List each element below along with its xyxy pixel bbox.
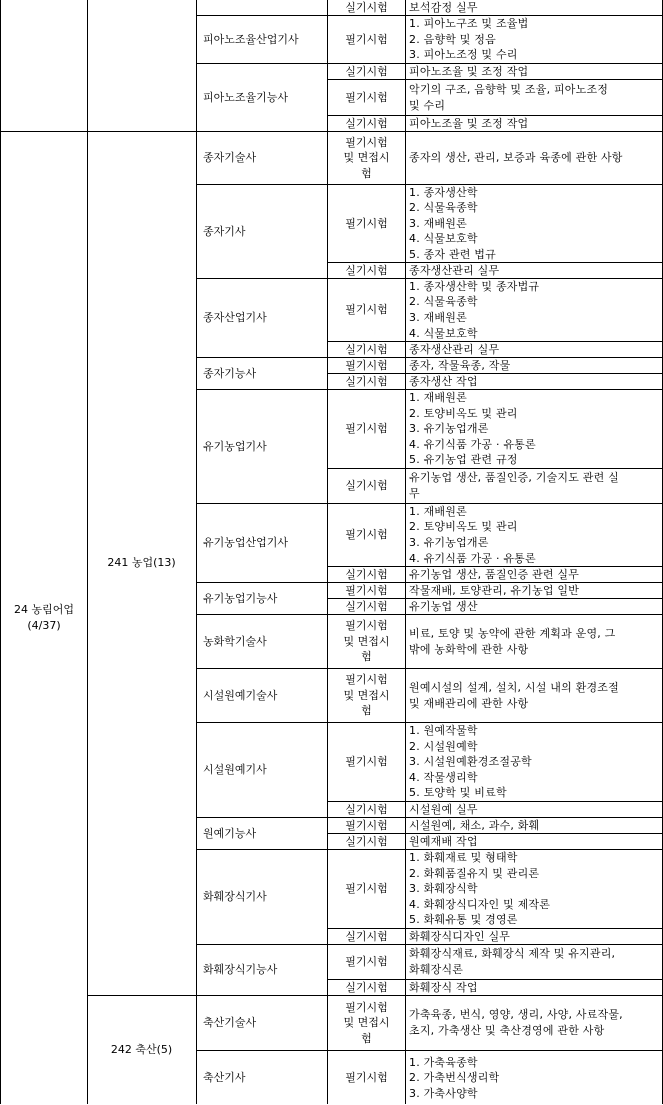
exam-type-label: 필기시험 — [345, 90, 388, 104]
exam-type-label: 실기시험 — [345, 834, 388, 848]
exam-type — [328, 980, 405, 995]
subject-line: 악기의 구조, 음향학 및 조율, 피아노조정 — [409, 82, 609, 96]
exam-subjects — [406, 279, 662, 341]
exam-subjects — [406, 723, 662, 801]
middle-group-name: 242 축산(5) — [110, 1043, 173, 1057]
exam-subjects — [406, 0, 662, 15]
subject-line: 초지, 가축생산 및 축산경영에 관한 사항 — [409, 1024, 605, 1037]
qualification-name: 종자기술사 — [203, 151, 257, 165]
exam-type — [328, 669, 405, 722]
subject-line: 4. 작물생리학 — [409, 770, 478, 784]
exam-type-line: 험 — [361, 704, 372, 718]
exam-type-line: 필기시험 — [345, 619, 388, 633]
subject-line: 1. 종자생산학 및 종자법규 — [409, 279, 540, 293]
exam-type — [328, 358, 405, 373]
subject-line: 1. 가축육종학 — [409, 1055, 478, 1069]
subject-line: 2. 화훼품질유지 및 관리론 — [409, 866, 540, 880]
exam-type-line: 필기시험 — [345, 1000, 388, 1014]
exam-type-line: 험 — [361, 650, 372, 664]
qualification-name: 종자기능사 — [203, 366, 257, 380]
exam-subjects — [406, 64, 662, 79]
major-group-count: (4/37) — [27, 619, 61, 632]
subject-line: 3. 재배원론 — [409, 311, 467, 324]
subject-line: 5. 화훼유통 및 경영론 — [409, 913, 518, 927]
subject-line: 2. 토양비옥도 및 관리 — [409, 520, 518, 534]
subject-line: 5. 종자 관련 법규 — [409, 247, 496, 261]
exam-type-label: 필기시험 — [345, 1071, 388, 1085]
qualification-name: 피아노조율기능사 — [203, 90, 289, 104]
exam-type — [328, 504, 405, 566]
subject-line: 보석감정 실무 — [409, 0, 478, 14]
subject-line: 3. 가축사양학 — [409, 1086, 478, 1100]
qualification-name: 시설원예기사 — [203, 763, 267, 777]
middle-group-cell — [87, 131, 196, 995]
exam-type-label: 필기시험 — [345, 422, 388, 436]
exam-subjects — [406, 1051, 662, 1105]
exam-type — [328, 263, 405, 278]
exam-type-label: 필기시험 — [345, 216, 388, 230]
exam-subjects — [406, 374, 662, 389]
qualification-name: 유기농업기능사 — [203, 591, 278, 605]
exam-subjects — [406, 342, 662, 357]
exam-type — [328, 996, 405, 1050]
subject-line: 3. 유기농업개론 — [409, 536, 489, 549]
subject-line: 원예재배 작업 — [409, 834, 478, 848]
exam-type-label: 실기시험 — [345, 0, 388, 14]
qualification-name: 유기농업산업기사 — [203, 536, 289, 550]
subject-line: 화훼장식디자인 실무 — [409, 929, 511, 943]
qualification-name: 축산기사 — [203, 1071, 246, 1085]
subject-line: 1. 피아노구조 및 조율법 — [409, 17, 529, 31]
subject-line: 유기농업 생산, 품질인증, 기술지도 관련 실 — [409, 471, 619, 485]
qualification-name: 화훼장식기능사 — [203, 963, 278, 977]
exam-subjects — [406, 599, 662, 614]
qualification-name: 피아노조율산업기사 — [203, 32, 299, 46]
exam-type-label: 필기시험 — [345, 882, 388, 896]
qualification-name: 원예기능사 — [203, 826, 257, 840]
exam-subjects — [406, 263, 662, 278]
exam-subjects — [406, 583, 662, 598]
exam-type-line: 및 면접시 — [343, 634, 390, 648]
exam-type-label: 실기시험 — [345, 342, 388, 356]
qualification-name: 종자산업기사 — [203, 311, 267, 325]
subject-line: 4. 유기식품 가공 · 유통론 — [409, 437, 536, 451]
subject-line: 무 — [409, 487, 420, 500]
exam-type — [328, 834, 405, 849]
qualification-name: 농화학기술사 — [203, 634, 267, 648]
exam-type-label: 실기시험 — [345, 980, 388, 994]
exam-subjects — [406, 834, 662, 849]
exam-type — [328, 279, 405, 341]
exam-type — [328, 723, 405, 801]
exam-type-label: 필기시험 — [345, 583, 388, 597]
exam-type-label: 실기시험 — [345, 802, 388, 816]
subject-line: 3. 피아노조정 및 수리 — [409, 48, 518, 62]
major-group-name: 24 농림어업 — [14, 603, 74, 617]
exam-type — [328, 818, 405, 833]
subject-line: 밖에 농화학에 관한 사항 — [409, 642, 529, 656]
exam-type — [328, 374, 405, 389]
subject-line: 작물재배, 토양관리, 유기농업 일반 — [409, 583, 580, 597]
exam-type — [328, 116, 405, 131]
subject-line: 1. 재배원론 — [409, 504, 467, 518]
subject-line: 화훼장식론 — [409, 963, 464, 976]
exam-subjects — [406, 116, 662, 131]
qualification-name: 시설원예기술사 — [203, 688, 278, 702]
exam-type — [328, 132, 405, 184]
subject-line: 2. 토양비옥도 및 관리 — [409, 406, 518, 420]
exam-type-label: 실기시험 — [345, 479, 388, 493]
subject-line: 1. 원예작물학 — [409, 724, 478, 738]
exam-type — [328, 16, 405, 63]
subject-line: 피아노조율 및 조정 작업 — [409, 116, 529, 130]
qualification-name: 유기농업기사 — [203, 439, 267, 453]
qualification-name: 화훼장식기사 — [203, 890, 267, 904]
exam-subjects — [406, 945, 662, 979]
subject-line: 3. 재배원론 — [409, 216, 467, 230]
exam-type — [328, 599, 405, 614]
exam-type-label: 실기시험 — [345, 374, 388, 388]
exam-subjects — [406, 802, 662, 817]
exam-subjects — [406, 818, 662, 833]
subject-line: 시설원예, 채소, 과수, 화훼 — [409, 818, 540, 832]
exam-type-line: 험 — [361, 1031, 372, 1045]
exam-subjects — [406, 390, 662, 468]
exam-subjects — [406, 80, 662, 115]
exam-type — [328, 80, 405, 115]
subject-line: 4. 유기식품 가공 · 유통론 — [409, 551, 536, 565]
subject-line: 2. 식물육종학 — [409, 201, 478, 215]
subject-line: 4. 화훼장식디자인 및 제작론 — [409, 897, 551, 911]
subject-line: 및 수리 — [409, 98, 446, 112]
exam-type-label: 실기시험 — [345, 263, 388, 277]
subject-line: 원예시설의 설계, 설치, 시설 내의 환경조절 — [409, 680, 619, 694]
exam-type — [328, 1051, 405, 1105]
subject-line: 종자의 생산, 관리, 보증과 육종에 관한 사항 — [409, 151, 623, 165]
subject-line: 유기농업 생산 — [409, 599, 478, 613]
exam-type-label: 필기시험 — [345, 303, 388, 317]
exam-subjects — [406, 132, 662, 184]
qualification-name: 종자기사 — [203, 224, 246, 238]
subject-line: 가축육종, 번식, 영양, 생리, 사양, 사료작물, — [409, 1008, 623, 1022]
exam-subjects — [406, 615, 662, 668]
subject-line: 5. 토양학 및 비료학 — [409, 786, 507, 800]
subject-line: 1. 재배원론 — [409, 391, 467, 405]
subject-line: 2. 시설원예학 — [409, 739, 478, 753]
exam-type-line: 및 면접시 — [343, 688, 390, 702]
exam-type — [328, 615, 405, 668]
middle-group-cell — [87, 995, 196, 1105]
middle-group-name: 241 농업(13) — [107, 556, 176, 570]
qualification-name: 축산기술사 — [203, 1016, 257, 1030]
exam-subjects — [406, 504, 662, 566]
exam-type — [328, 850, 405, 928]
exam-type — [328, 802, 405, 817]
exam-type-label: 필기시험 — [345, 755, 388, 769]
exam-subjects — [406, 358, 662, 373]
exam-subjects — [406, 469, 662, 503]
subject-line: 종자생산관리 실무 — [409, 263, 500, 277]
exam-type — [328, 583, 405, 598]
exam-subjects — [406, 669, 662, 722]
exam-subjects — [406, 996, 662, 1050]
exam-type-label: 실기시험 — [345, 567, 388, 581]
subject-line: 비료, 토양 및 농약에 관한 계획과 운영, 그 — [409, 626, 616, 640]
exam-type-line: 험 — [361, 166, 372, 180]
exam-type-label: 필기시험 — [345, 528, 388, 542]
subject-line: 2. 음향학 및 정음 — [409, 32, 496, 46]
exam-subjects — [406, 850, 662, 928]
exam-type-label: 필기시험 — [345, 955, 388, 969]
exam-type-label: 실기시험 — [345, 116, 388, 130]
subject-line: 및 재배관리에 관한 사항 — [409, 696, 529, 710]
exam-type — [328, 0, 405, 15]
exam-subjects — [406, 16, 662, 63]
major-group-cell — [1, 131, 87, 1105]
exam-type — [328, 945, 405, 979]
exam-type — [328, 469, 405, 503]
exam-type-label: 필기시험 — [345, 358, 388, 372]
exam-type-label: 필기시험 — [345, 32, 388, 46]
exam-type-line: 및 면접시 — [343, 151, 390, 165]
exam-type — [328, 185, 405, 262]
subject-line: 2. 가축번식생리학 — [409, 1071, 500, 1085]
exam-type — [328, 929, 405, 944]
subject-line: 3. 시설원예환경조절공학 — [409, 755, 532, 769]
subject-line: 3. 화훼장식학 — [409, 882, 478, 896]
subject-line: 5. 유기농업 관련 규정 — [409, 453, 518, 467]
subject-line: 유기농업 생산, 품질인증 관련 실무 — [409, 567, 580, 581]
exam-type — [328, 390, 405, 468]
exam-type-label: 실기시험 — [345, 64, 388, 78]
subject-line: 피아노조율 및 조정 작업 — [409, 64, 529, 78]
exam-subjects — [406, 980, 662, 995]
subject-line: 2. 식물육종학 — [409, 295, 478, 309]
exam-subjects — [406, 929, 662, 944]
exam-subjects — [406, 567, 662, 582]
subject-line: 1. 종자생산학 — [409, 185, 478, 199]
exam-subjects — [406, 185, 662, 262]
exam-type-label: 실기시험 — [345, 599, 388, 613]
exam-type-line: 및 면접시 — [343, 1016, 390, 1030]
subject-line: 종자생산관리 실무 — [409, 342, 500, 356]
subject-line: 4. 식물보호학 — [409, 232, 478, 246]
exam-type — [328, 64, 405, 79]
subject-line: 종자, 작물육종, 작물 — [409, 358, 511, 372]
subject-line: 화훼장식 작업 — [409, 980, 478, 994]
subject-line: 4. 식물보호학 — [409, 326, 478, 340]
subject-line: 화훼장식재료, 화훼장식 제작 및 유지관리, — [409, 947, 616, 961]
exam-type-line: 필기시험 — [345, 135, 388, 149]
exam-type — [328, 567, 405, 582]
exam-type-label: 실기시험 — [345, 929, 388, 943]
subject-line: 1. 화훼재료 및 형태학 — [409, 851, 518, 865]
exam-type-label: 필기시험 — [345, 818, 388, 832]
subject-line: 종자생산 작업 — [409, 374, 478, 388]
exam-type-line: 필기시험 — [345, 673, 388, 687]
subject-line: 시설원예 실무 — [409, 802, 478, 816]
subject-line: 3. 유기농업개론 — [409, 422, 489, 436]
exam-type — [328, 342, 405, 357]
